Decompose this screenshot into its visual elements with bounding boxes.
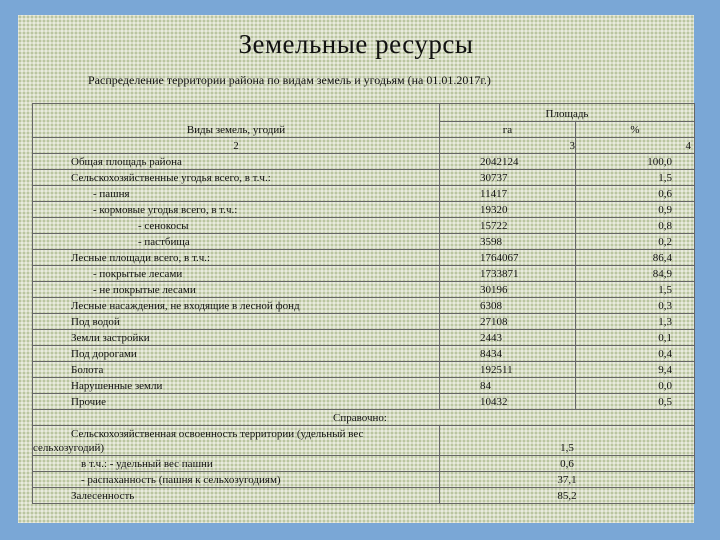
- row-name: Нарушенные земли: [33, 378, 440, 394]
- row-percent: 1,5: [576, 282, 695, 298]
- reference-row: [33, 472, 695, 488]
- table-row: [33, 250, 695, 266]
- table-row: [33, 234, 695, 250]
- row-ha: 6308: [440, 298, 576, 314]
- table-row: [33, 282, 695, 298]
- table-row: [33, 394, 695, 410]
- table-caption: Распределение территории района по видам земель и угодьям (на 01.01.2017г.): [88, 73, 491, 87]
- row-name: Под водой: [33, 314, 440, 330]
- row-name: - не покрытые лесами: [33, 282, 440, 298]
- reference-name: - распаханность (пашня к сельхозугодиям): [33, 472, 440, 488]
- reference-name: Залесенность: [33, 488, 440, 504]
- row-percent: 0,4: [576, 346, 695, 362]
- row-ha: 2443: [440, 330, 576, 346]
- row-percent: 9,4: [576, 362, 695, 378]
- reference-label: Справочно:: [33, 410, 695, 426]
- table-row: [33, 378, 695, 394]
- row-name: Болота: [33, 362, 440, 378]
- table-row: [33, 314, 695, 330]
- header-num-3: 3: [440, 138, 576, 154]
- row-name: Лесные площади всего, в т.ч.:: [33, 250, 440, 266]
- row-ha: 27108: [440, 314, 576, 330]
- row-percent: 0,0: [576, 378, 695, 394]
- row-ha: 19320: [440, 202, 576, 218]
- header-land-types: Виды земель, угодий: [33, 104, 440, 138]
- row-name: - сенокосы: [33, 218, 440, 234]
- table-row: [33, 266, 695, 282]
- row-name: - покрытые лесами: [33, 266, 440, 282]
- row-name: - кормовые угодья всего, в т.ч.:: [33, 202, 440, 218]
- row-percent: 0,2: [576, 234, 695, 250]
- row-percent: 0,1: [576, 330, 695, 346]
- reference-row: [33, 488, 695, 504]
- row-name: Земли застройки: [33, 330, 440, 346]
- header-ha: га: [440, 122, 576, 138]
- row-name: Общая площадь района: [33, 154, 440, 170]
- row-ha: 11417: [440, 186, 576, 202]
- table-row: [33, 186, 695, 202]
- reference-value: 1,5: [440, 426, 695, 456]
- row-name: - пашня: [33, 186, 440, 202]
- row-ha: 192511: [440, 362, 576, 378]
- table-row: [33, 298, 695, 314]
- row-name: Под дорогами: [33, 346, 440, 362]
- slide: [18, 15, 694, 523]
- reference-value: 37,1: [440, 472, 695, 488]
- reference-row: [33, 426, 695, 456]
- table-row: [33, 202, 695, 218]
- header-area: Площадь: [440, 104, 695, 122]
- row-name: - пастбища: [33, 234, 440, 250]
- reference-row: [33, 456, 695, 472]
- reference-value: 0,6: [440, 456, 695, 472]
- table-row: [33, 362, 695, 378]
- reference-name: Сельскохозяйственная освоенность территории (удельный вес сельхозугодий): [33, 426, 440, 456]
- table-row: [33, 346, 695, 362]
- row-name: Лесные насаждения, не входящие в лесной фонд: [33, 298, 440, 314]
- row-percent: 0,3: [576, 298, 695, 314]
- row-percent: 84,9: [576, 266, 695, 282]
- header-num-4: 4: [576, 138, 695, 154]
- header-percent: %: [576, 122, 695, 138]
- header-num-2: 2: [33, 138, 440, 154]
- table-row: [33, 170, 695, 186]
- row-ha: 10432: [440, 394, 576, 410]
- page-title: Земельные ресурсы: [238, 29, 474, 59]
- row-ha: 15722: [440, 218, 576, 234]
- table-row: [33, 330, 695, 346]
- land-resources-table: [32, 103, 695, 504]
- row-percent: 0,9: [576, 202, 695, 218]
- row-ha: 3598: [440, 234, 576, 250]
- row-ha: 1733871: [440, 266, 576, 282]
- row-percent: 86,4: [576, 250, 695, 266]
- row-percent: 0,8: [576, 218, 695, 234]
- table-row: [33, 154, 695, 170]
- row-name: Прочие: [33, 394, 440, 410]
- row-percent: 0,6: [576, 186, 695, 202]
- row-percent: 1,5: [576, 170, 695, 186]
- row-ha: 2042124: [440, 154, 576, 170]
- row-percent: 100,0: [576, 154, 695, 170]
- row-ha: 30737: [440, 170, 576, 186]
- row-percent: 1,3: [576, 314, 695, 330]
- row-ha: 8434: [440, 346, 576, 362]
- row-name: Сельскохозяйственные угодья всего, в т.ч.:: [33, 170, 440, 186]
- row-ha: 84: [440, 378, 576, 394]
- reference-value: 85,2: [440, 488, 695, 504]
- row-percent: 0,5: [576, 394, 695, 410]
- reference-name: в т.ч.: - удельный вес пашни: [33, 456, 440, 472]
- row-ha: 1764067: [440, 250, 576, 266]
- table-row: [33, 218, 695, 234]
- row-ha: 30196: [440, 282, 576, 298]
